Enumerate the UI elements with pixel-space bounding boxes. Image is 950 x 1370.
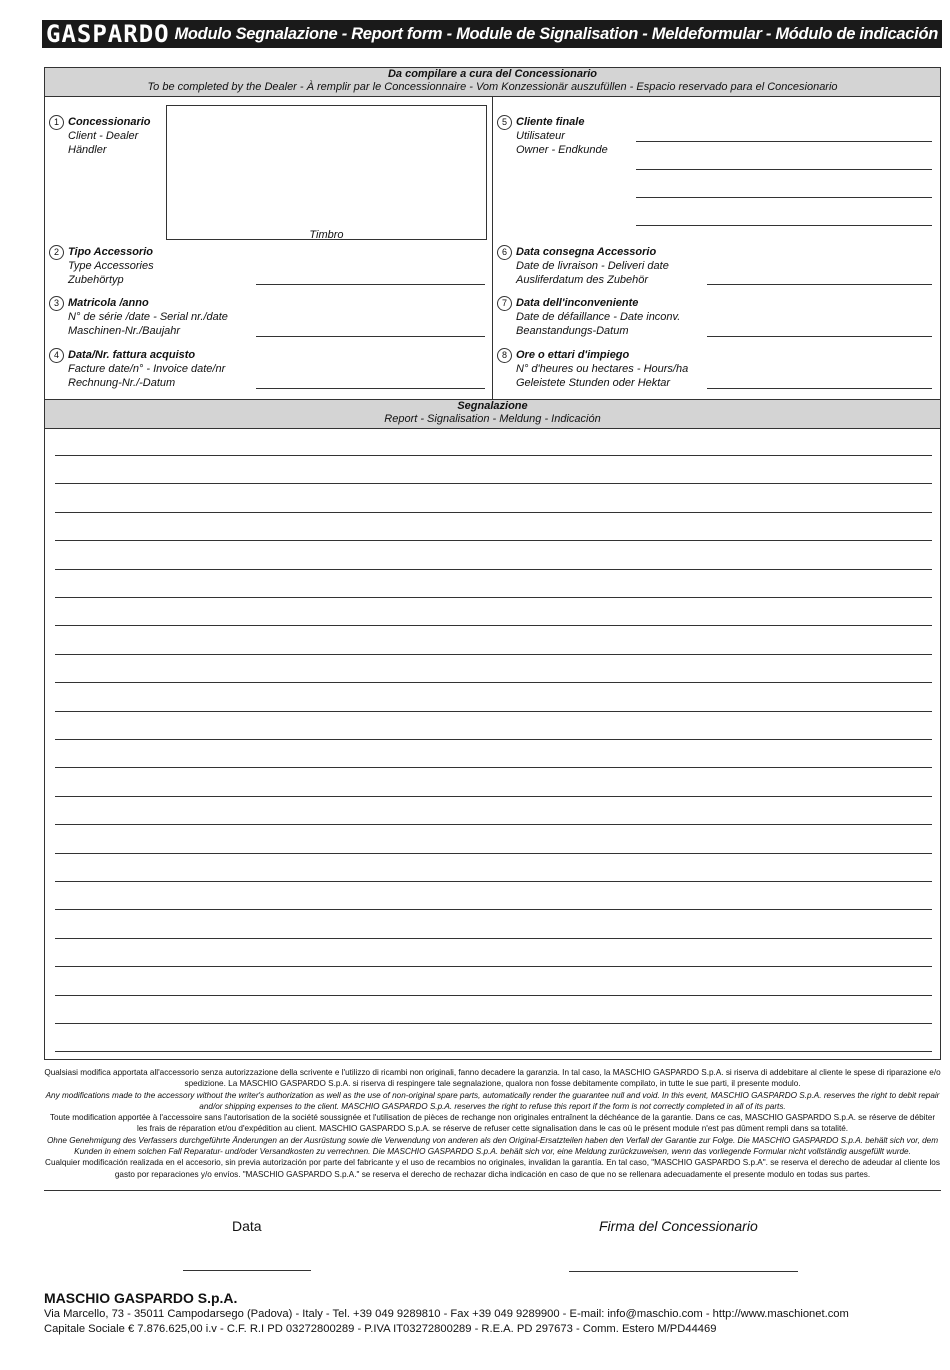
report-section-header [45,399,940,429]
dealer-section-title: Da compilare a cura del Concessionario [387,68,598,80]
field-number: 7 [497,296,512,311]
field-title: Tipo Accessorio [68,246,153,258]
end-customer-line[interactable] [636,169,932,170]
disclaimer [44,1067,941,1180]
report-line[interactable] [55,796,932,797]
report-section-title: Segnalazione [457,400,528,412]
field-number: 6 [497,245,512,260]
field-title: Data dell'inconveniente [516,297,639,309]
report-line[interactable] [55,483,932,484]
divider [44,1190,941,1191]
report-line[interactable] [55,512,932,513]
company-name: MASCHIO GASPARDO S.p.A. [44,1290,238,1306]
date-label: Data [232,1218,262,1234]
report-line[interactable] [55,767,932,768]
field-number: 4 [49,348,64,363]
report-line[interactable] [55,739,932,740]
report-line[interactable] [55,540,932,541]
report-line[interactable] [55,455,932,456]
field-subtitle: N° de série /date - Serial nr./date [68,311,228,323]
field-subtitle: Type Accessories [68,260,154,272]
report-line[interactable] [55,824,932,825]
disclaimer-en: Any modifications made to the accessory without the writer's authorization as well as the use of non-original spare parts, automatically render the guarantee null and void. In this event, MASCHIO GASPARDO S.p.A. reserves the right to debit repair and/or shipping expenses to the client. MASCHIO GASPARDO S.p.A. reserves the right to refuse this report if the form is not correctly completed in all of its parts. [45,1090,940,1111]
column-divider [492,96,493,399]
field-subtitle: Geleistete Stunden oder Hektar [516,377,671,389]
dealer-section-header [45,68,940,97]
field-subtitle: Händler [68,144,107,156]
field-subtitle: N° d'heures ou hectares - Hours/ha [516,363,689,375]
disclaimer-de: Ohne Genehmigung des Verfassers durchgeführte Änderungen an der Ausrüstung sowie die Verwendung von anderen als den Original-Ersatzteilen haben den Verfall der Garantie zur Folge. Die MASCHIO GASPARDO S.p.A. behält sich vor, dem Kunden in einem solchen Fall Reparatur- und/oder Versandkosten zu verrechnen. Die MASCHIO GASPARDO S.p.A. behält sich vor, eine Meldung zurückzuweisen, wenn das vorliegende Formular nicht vollständig ausgefüllt wurde. [46,1135,939,1157]
report-line[interactable] [55,938,932,939]
field-subtitle: Date de défaillance - Date inconv. [516,311,681,323]
field-title: Cliente finale [516,116,585,128]
field-subtitle: Owner - Endkunde [516,144,608,156]
report-line[interactable] [55,853,932,854]
page-header [42,20,942,48]
gaspardo-logo: GASPARDO [46,20,170,48]
stamp-box[interactable] [166,105,487,240]
report-line[interactable] [55,711,932,712]
disclaimer-it: Qualsiasi modifica apportata all'accessorio senza autorizzazione della scrivente e l'utilizzo di ricambi non originali, fanno decadere la garanzia. In tal caso, la MASCHIO GASPARDO S.p.A. si riserva di addebitare al cliente le spese di riparazione e/o spedizione. La MASCHIO GASPARDO S.p.A. si riserva di respingere tale segnalazione, qualora non fosse debitamente compilato, in tutte le sue parti, il presente modulo. [44,1068,941,1089]
stamp-label: Timbro [309,229,344,241]
report-line[interactable] [55,569,932,570]
signature-label: Firma del Concessionario [599,1218,758,1234]
end-customer-line[interactable] [636,225,932,226]
field-title: Data consegna Accessorio [516,246,657,258]
report-line[interactable] [55,682,932,683]
report-line[interactable] [55,881,932,882]
report-line[interactable] [55,654,932,655]
field-number: 5 [497,115,512,130]
field-title: Concessionario [68,116,151,128]
field-title: Ore o ettari d'impiego [516,349,630,361]
report-line[interactable] [55,995,932,996]
hours-line[interactable] [707,388,932,389]
field-subtitle: Beanstandungs-Datum [516,325,629,337]
field-title: Matricola /anno [68,297,149,309]
date-line[interactable] [183,1270,311,1271]
report-line[interactable] [55,909,932,910]
field-number: 8 [497,348,512,363]
accessory-type-line[interactable] [256,284,485,285]
field-number: 3 [49,296,64,311]
signature-line[interactable] [569,1271,798,1272]
form-title: Modulo Segnalazione - Report form - Module de Signalisation - Meldeformular - Módulo de indicación [174,25,938,43]
report-section-subtitle: Report - Signalisation - Meldung - Indicación [384,413,601,425]
report-line[interactable] [55,597,932,598]
serial-number-line[interactable] [256,336,485,337]
field-title: Data/Nr. fattura acquisto [68,349,196,361]
issue-date-line[interactable] [707,336,932,337]
field-number: 1 [49,115,64,130]
field-subtitle: Zubehörtyp [68,274,124,286]
report-form [44,67,941,1060]
disclaimer-es: Cualquier modificación realizada en el accesorio, sin previa autorización por parte del fabricante y el uso de recambios no originales, invalidan la garantía. En tal caso, "MASCHIO GASPARDO S.p.A". se reserva el derecho de adeudar al cliente los gasto por reparaciones y/o envíos. "MASCHIO GASPARDO S.p.A." se reserva el derecho de rechazar dicha indicación en caso de que no se rellenara adecuadamente el presente modulo en todas sus partes. [45,1158,940,1179]
disclaimer-fr: Toute modification apportée à l'accessoire sans l'autorisation de la société soussignée et l'utilisation de pièces de rechange non originales entraînent la déchéance de la garantie. Dans ce cas, MASCHIO GASPARDO S.p.A. se réserve de débiter les frais de réparation et/ou d'expédition au client. MASCHIO GASPARDO S.p.A. se réserve de refuser cette signalisation dans le cas où le présent module n'est pas dûment rempli dans sa totalité. [49,1113,936,1134]
field-subtitle: Date de livraison - Deliveri date [516,260,669,272]
field-subtitle: Ausliferdatum des Zubehör [516,274,649,286]
field-subtitle: Utilisateur [516,130,565,142]
report-line[interactable] [55,625,932,626]
report-line[interactable] [55,1023,932,1024]
end-customer-line[interactable] [636,197,932,198]
field-subtitle: Rechnung-Nr./-Datum [68,377,176,389]
end-customer-line[interactable] [636,141,932,142]
company-address: Via Marcello, 73 - 35011 Campodarsego (Padova) - Italy - Tel. +39 049 9289810 - Fax +39 049 9289900 - E-mail: info@maschio.com - http://www.maschionet.com [44,1308,849,1320]
dealer-section-subtitle: To be completed by the Dealer - À remplir par le Concessionnaire - Vom Konzessionär auszufüllen - Espacio reservado para el Concesionario [147,81,838,93]
field-subtitle: Client - Dealer [68,130,139,142]
delivery-date-line[interactable] [707,284,932,285]
invoice-line[interactable] [256,388,485,389]
report-line[interactable] [55,966,932,967]
field-subtitle: Facture date/n° - Invoice date/nr [68,363,226,375]
company-legal: Capitale Sociale € 7.876.625,00 i.v - C.F. R.I PD 03272800289 - P.IVA IT03272800289 - R.E.A. PD 297673 - Comm. Estero M/PD44469 [44,1323,717,1335]
field-number: 2 [49,245,64,260]
report-line[interactable] [55,1051,932,1052]
field-subtitle: Maschinen-Nr./Baujahr [68,325,181,337]
